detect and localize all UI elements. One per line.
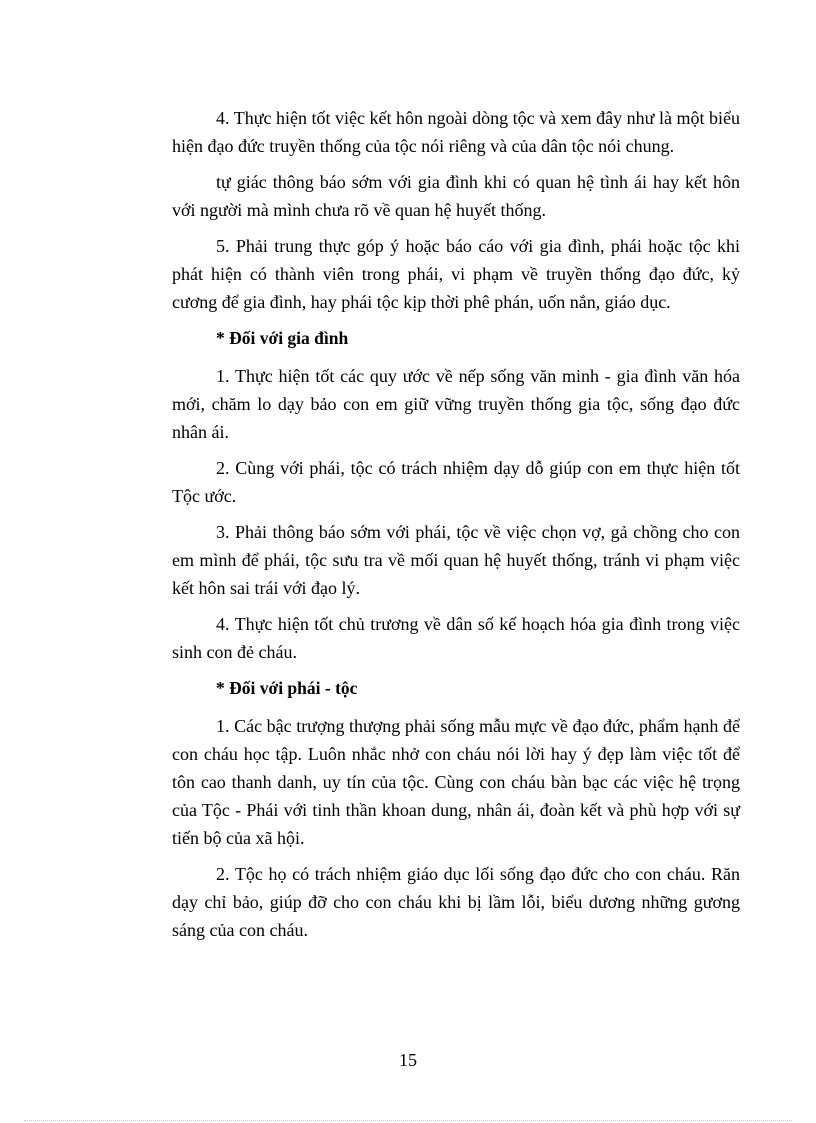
section-heading-family: * Đối với gia đình (216, 328, 349, 348)
family-item-2: 2. Cùng với phái, tộc có trách nhiệm dạy dỗ giúp con em thực hiện tốt Tộc ước. (172, 458, 740, 506)
bottom-dotted-rule (24, 1120, 792, 1121)
clan-item-2: 2. Tộc họ có trách nhiệm giáo dục lối sống đạo đức cho con cháu. Răn dạy chỉ bảo, giúp đỡ cho con cháu khi bị lầm lỗi, biểu dương những gương sáng của con cháu. (172, 864, 740, 940)
paragraph-honest-feedback: 5. Phải trung thực góp ý hoặc báo cáo với gia đình, phái hoặc tộc khi phát hiện có thành viên trong phái, vi phạm về truyền thống đạo đức, kỷ cương để gia đình, hay phái tộc kịp thời phê phán, uốn nắn, giáo dục. (172, 236, 740, 312)
clan-item-1: 1. Các bậc trượng thượng phải sống mẫu mực về đạo đức, phẩm hạnh để con cháu học tập. Luôn nhắc nhở con cháu nói lời hay ý đẹp làm việc tốt để tôn cao thanh danh, uy tín của tộc. Cùng con cháu bàn bạc các việc hệ trọng của Tộc - Phái với tinh thần khoan dung, nhân ái, đoàn kết và phù hợp với sự tiến bộ của xã hội. (172, 716, 740, 848)
paragraph-marriage-outside-clan: 4. Thực hiện tốt việc kết hôn ngoài dòng tộc và xem đây như là một biểu hiện đạo đức truyền thống của tộc nói riêng và của dân tộc nói chung. (172, 108, 740, 156)
section-heading-clan: * Đối với phái - tộc (216, 678, 358, 698)
family-item-3: 3. Phải thông báo sớm với phái, tộc về việc chọn vợ, gả chồng cho con em mình để phái, tộc sưu tra về mối quan hệ huyết thống, tránh vi phạm việc kết hôn sai trái với đạo lý. (172, 522, 740, 598)
page-body (172, 104, 740, 952)
family-item-4: 4. Thực hiện tốt chủ trương về dân số kế hoạch hóa gia đình trong việc sinh con đẻ cháu. (172, 614, 740, 662)
paragraph-self-report: tự giác thông báo sớm với gia đình khi có quan hệ tình ái hay kết hôn với người mà mình chưa rõ về quan hệ huyết thống. (172, 172, 740, 220)
page-number: 15 (399, 1050, 417, 1070)
family-item-1: 1. Thực hiện tốt các quy ước về nếp sống văn minh - gia đình văn hóa mới, chăm lo dạy bảo con em giữ vững truyền thống gia tộc, sống đạo đức nhân ái. (172, 366, 740, 442)
